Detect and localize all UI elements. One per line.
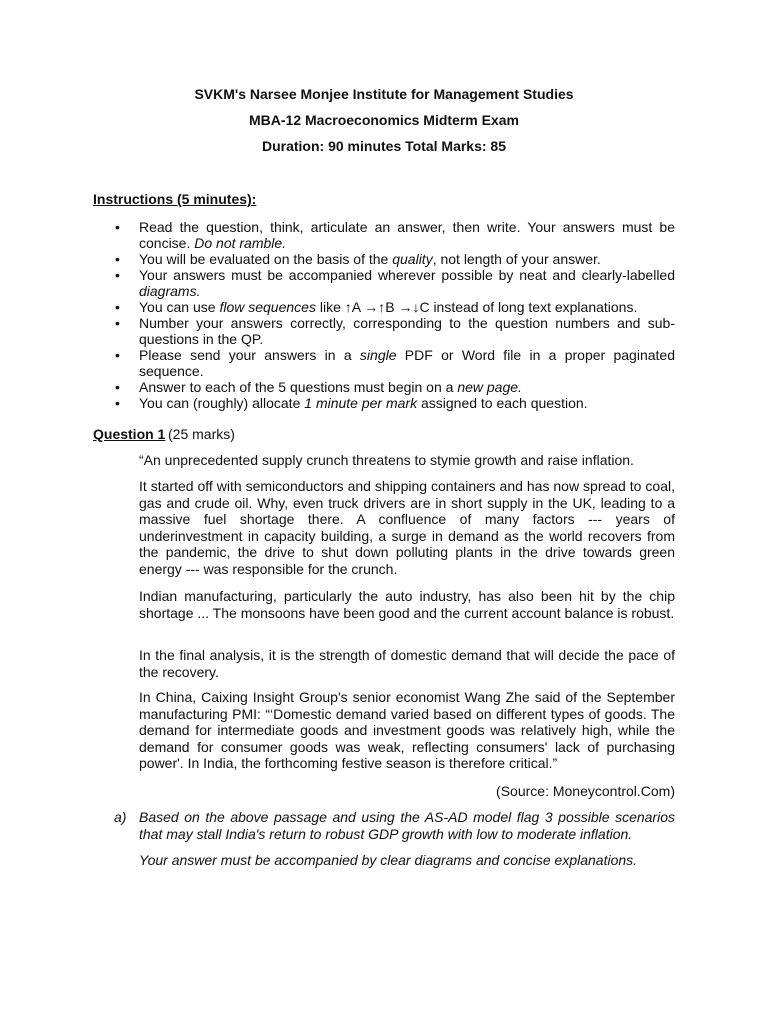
bullet-icon: • [115,251,120,267]
passage-paragraph: Indian manufacturing, particularly the auto industry, has also been hit by the chip shortage ... The monsoons have been good and the current account balance is robust. [139,588,675,621]
exam-duration-marks: Duration: 90 minutes Total Marks: 85 [261,138,506,154]
question-1-label: Question 1 [93,426,166,442]
instruction-text: You can use [139,299,220,315]
question-1-marks: (25 marks) [168,426,235,442]
bullet-icon: • [115,315,120,331]
instruction-item [93,219,675,251]
passage-paragraph: In China, Caixing Insight Group's senior economist Wang Zhe said of the September manufacturing PMI: “‘Domestic demand varied based on different types of goods. The demand for intermediate goods and investment goods was relatively high, while the demand for consumer goods was weak, reflecting consumers' lack of purchasing power'. In India, the forthcoming festive season is therefore critical.” [139,689,675,771]
instructions-list [93,219,675,411]
bullet-icon: • [115,347,120,363]
passage-source: (Source: Moneycontrol.Com) [496,783,675,799]
instruction-text: You can (roughly) allocate [139,395,305,411]
passage-paragraph: “An unprecedented supply crunch threatens to stymie growth and raise inflation. [139,452,634,468]
instruction-text: like ↑A →↑B →↓C instead of long text explanations. [315,299,638,315]
instructions-heading: Instructions (5 minutes): [93,191,257,207]
instruction-text: Please send your answers in a [139,347,360,363]
instruction-text: You will be evaluated on the basis of the [139,251,393,267]
exam-title: MBA-12 Macroeconomics Midterm Exam [249,112,519,128]
instruction-text: , not length of your answer. [432,251,601,267]
instruction-text: single [359,347,397,363]
instruction-item [93,299,675,315]
instruction-text: quality [392,251,433,267]
bullet-icon: • [115,299,120,315]
institute-title: SVKM's Narsee Monjee Institute for Management Studies [194,86,574,102]
bullet-icon: • [115,267,120,283]
instruction-item [93,395,675,411]
question-1a [114,809,675,849]
instruction-item [93,347,675,379]
question-1a-text: Based on the above passage and using the AS-AD model flag 3 possible scenarios that may stall India's return to robust GDP growth with low to moderate inflation. [139,809,675,842]
bullet-icon: • [115,379,120,395]
instruction-text: Answer to each of the 5 questions must begin on a [139,379,458,395]
bullet-icon: • [115,219,120,235]
instruction-item [93,267,675,299]
instruction-text: flow sequences [219,299,316,315]
instruction-text: assigned to each question. [417,395,588,411]
question-1a-note: Your answer must be accompanied by clear diagrams and concise explanations. [139,852,638,868]
instruction-item [93,251,675,267]
instruction-text: Your answers must be accompanied wherever possible by neat and clearly-labelled [139,267,675,283]
passage-paragraph: In the final analysis, it is the strength of domestic demand that will decide the pace of the recovery. [139,647,675,680]
instruction-text: Do not ramble. [194,235,287,251]
instruction-item [93,315,675,347]
instruction-item [93,379,675,395]
bullet-icon: • [115,395,120,411]
passage-paragraph: It started off with semiconductors and shipping containers and has now spread to coal, gas and crude oil. Why, even truck drivers are in short supply in the UK, leading to a massive fuel shortage there. A confluence of many factors --- years of underinvestment in capacity building, a surge in demand as the world recovers from the pandemic, the drive to shut down polluting plants in the drive towards green energy --- was responsible for the crunch. [139,478,675,577]
question-1a-label: a) [114,809,127,825]
instruction-text: 1 minute per mark [304,395,418,411]
question-1-heading [93,426,165,442]
instruction-text: PDF or Word file in a proper paginated sequence. [139,347,675,379]
instruction-text: Number your answers correctly, corresponding to the question numbers and sub-questions in the QP. [139,315,675,347]
instruction-text: diagrams. [139,283,201,299]
instruction-text: Read the question, think, articulate an answer, then write. Your answers must be concise. [139,219,675,251]
instruction-text: new page. [457,379,522,395]
